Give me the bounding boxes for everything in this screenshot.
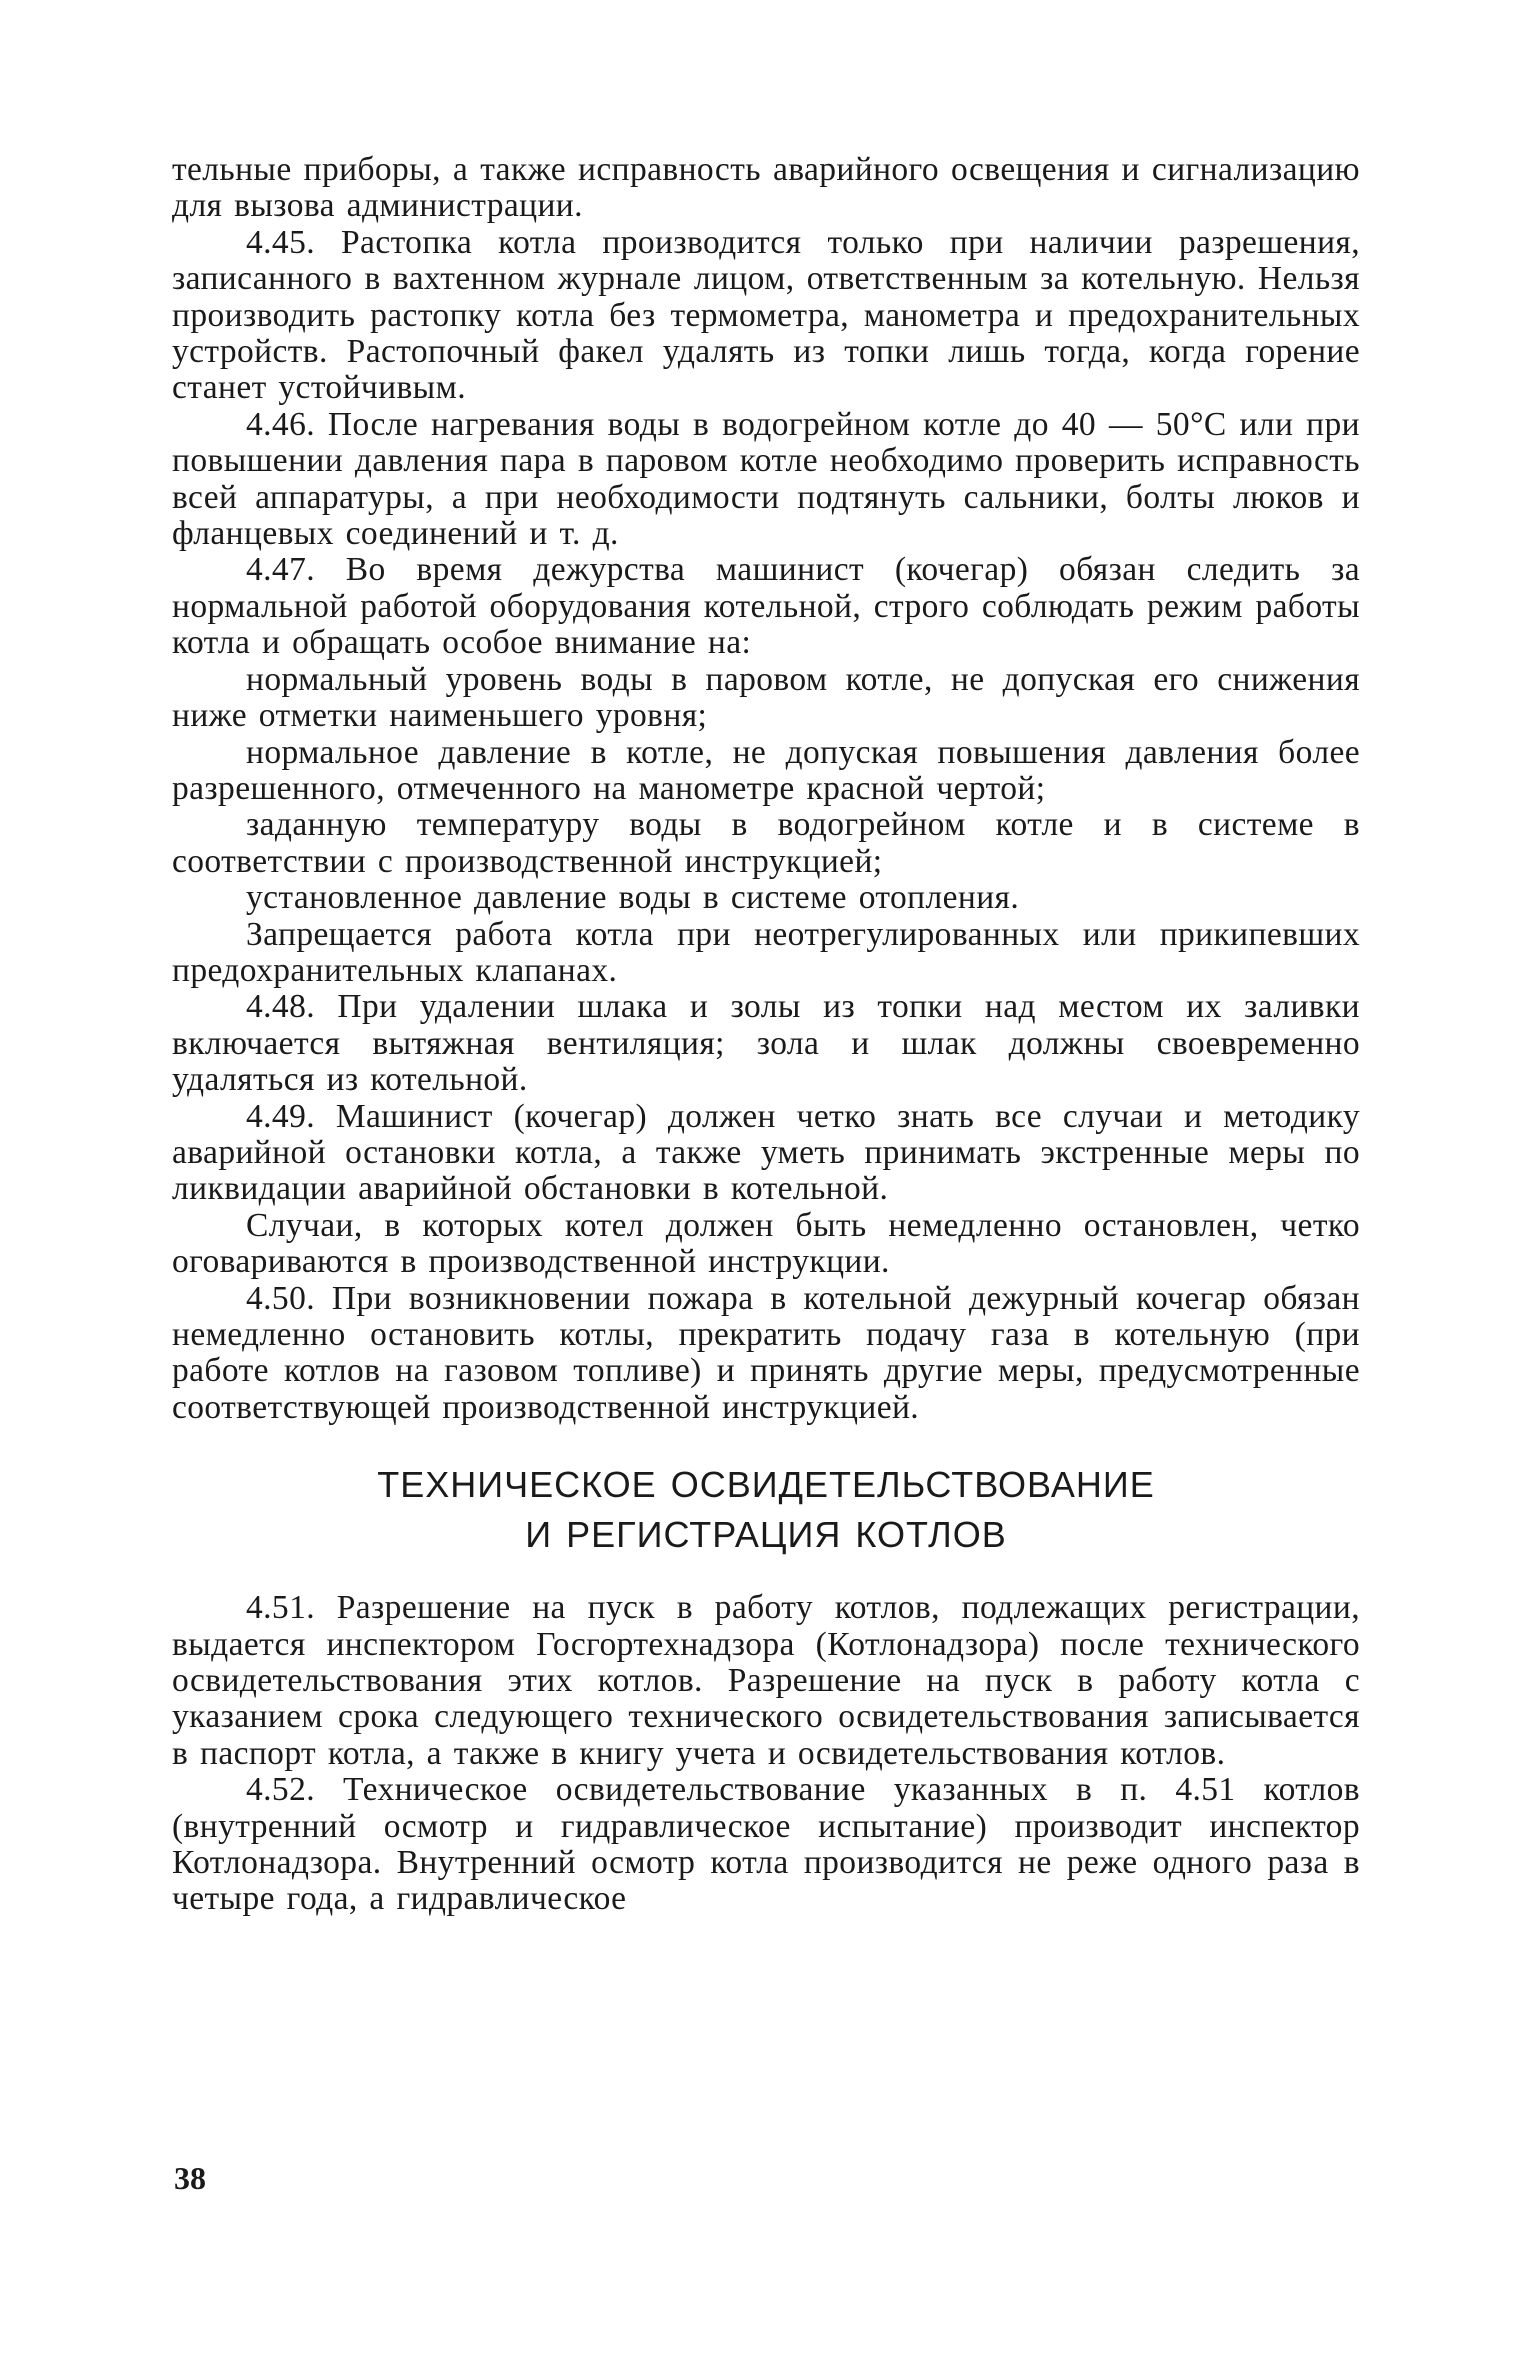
paragraph-4-46: 4.46. После нагревания воды в водогрейном котле до 40 — 50°С или при повышении давления пара в паровом котле необходимо проверить исправность всей аппаратуры, а при необходимости подтянуть сальники, болты люков и фланцевых соединений и т. д. — [172, 405, 1360, 553]
paragraph-4-47: 4.47. Во время дежурства машинист (кочегар) обязан следить за нормальной работой оборудования котельной, строго соблюдать режим работы котла и обращать особое внимание на: — [172, 551, 1360, 662]
paragraph-4-48: 4.48. При удалении шлака и золы из топки над местом их заливки включается вытяжная вентиляция; зола и шлак должны своевременно удаляться из котельной. — [172, 988, 1360, 1099]
list-item-temperature: заданную температуру воды в водогрейном котле и в системе в соответствии с производственной инструкцией; — [172, 806, 1360, 880]
paragraph-emergency-cases: Случаи, в которых котел должен быть немедленно остановлен, четко оговариваются в производственной инструкции. — [172, 1206, 1360, 1281]
paragraph-4-45: 4.45. Растопка котла производится только при наличии разрешения, записанного в вахтенном журнале лицом, ответственным за котельную. Нельзя производить растопку котла без термометра, манометра и предохранительных устройств. Растопочный факел удалять из топки лишь тогда, когда горение станет устойчивым. — [172, 223, 1360, 407]
paragraph-4-50: 4.50. При возникновении пожара в котельной дежурный кочегар обязан немедленно остановить котлы, прекратить подачу газа в котельную (при работе котлов на газовом топливе) и принять другие меры, предусмотренные соответствующей производственной инструкцией. — [172, 1279, 1360, 1426]
paragraph-4-49: 4.49. Машинист (кочегар) должен четко знать все случаи и методику аварийной остановки котла, а также уметь принимать экстренные меры по ликвидации аварийной обстановки в котельной. — [172, 1097, 1360, 1208]
section-heading — [172, 1460, 1360, 1560]
list-item-pressure: нормальное давление в котле, не допуская повышения давления более разрешенного, отмеченного на манометре красной чертой; — [172, 733, 1360, 807]
paragraph-4-52: 4.52. Техническое освидетельствование указанных в п. 4.51 котлов (внутренний осмотр и гидравлическое испытание) производит инспектор Котлонадзора. Внутренний осмотр котла производится не реже одного раза в четыре года, а гидравлическое — [172, 1771, 1360, 1918]
paragraph-prohibition: Запрещается работа котла при неотрегулированных или прикипевших предохранительных клапанах. — [172, 915, 1360, 989]
list-item-system-pressure: установленное давление воды в системе отопления. — [246, 879, 1020, 917]
list-item-water-level: нормальный уровень воды в паровом котле, не допуская его снижения ниже отметки наименьшего уровня; — [172, 660, 1360, 735]
section-heading-line-1: ТЕХНИЧЕСКОЕ ОСВИДЕТЕЛЬСТВОВАНИЕ — [377, 1464, 1155, 1506]
section-heading-line-2: И РЕГИСТРАЦИЯ КОТЛОВ — [525, 1514, 1007, 1556]
paragraph-4-51: 4.51. Разрешение на пуск в работу котлов, подлежащих регистрации, выдается инспектором Госгортехнадзора (Котлонадзора) после технического освидетельствования этих котлов. Разрешение на пуск в работу котла с указанием срока следующего технического освидетельствования записывается в паспорт котла, а также в книгу учета и освидетельствования котлов. — [172, 1589, 1360, 1772]
page-number: 38 — [174, 2160, 206, 2196]
paragraph-continuation: тельные приборы, а также исправность аварийного освещения и сигнализацию для вызова администрации. — [172, 151, 1360, 225]
document-page — [172, 152, 1360, 1918]
